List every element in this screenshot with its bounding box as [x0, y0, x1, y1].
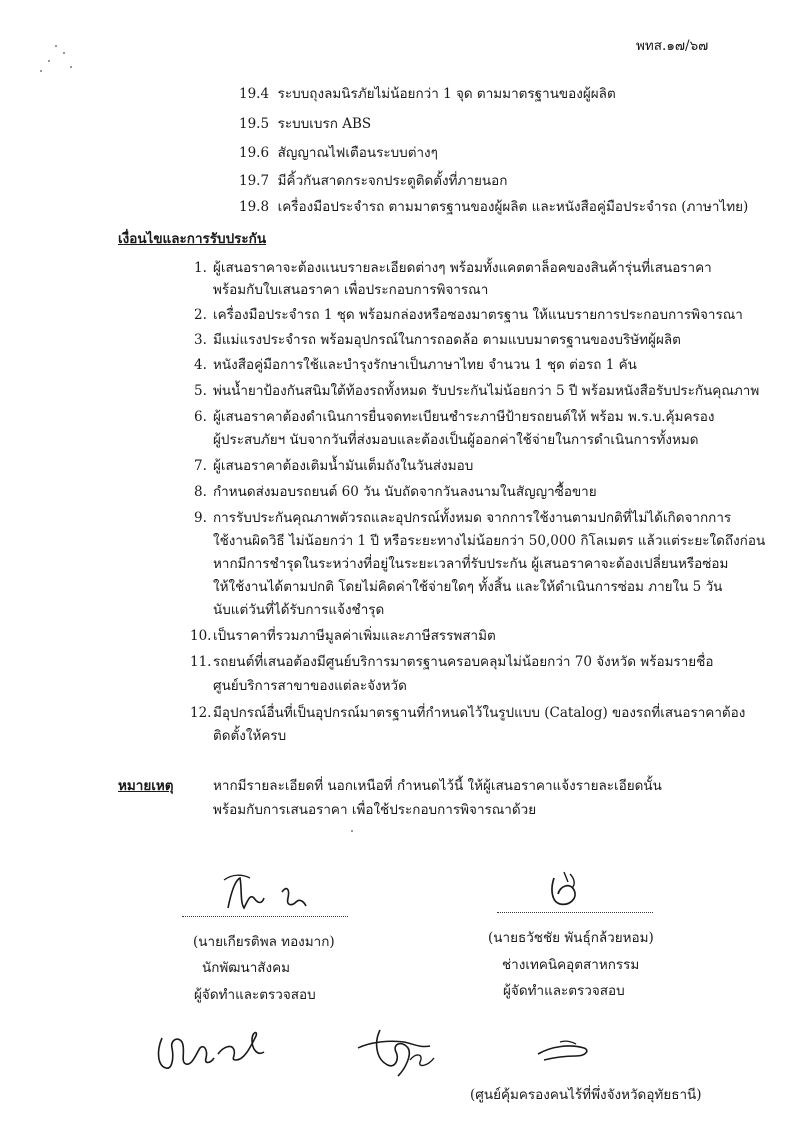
condition-line: เครื่องมือประจำรถ 1 ชุด พร้อมกล่องหรือซองมาตรฐาน ให้แนบรายการประกอบการพิจารณา	[213, 307, 743, 323]
condition-line: ให้ใช้งานได้ตามปกติ โดยไม่คิดค่าใช้จ่ายใดๆ ทั้งสิ้น และให้ดำเนินการซ่อม ภายใน 5 วัน	[213, 579, 723, 595]
scan-speck	[40, 70, 42, 72]
condition-line: มีแม่แรงประจำรถ พร้อมอุปกรณ์ในการถอดล้อ ตามแบบมาตรฐานของบริษัทผู้ผลิต	[213, 332, 681, 348]
scan-speck	[48, 60, 50, 62]
condition-line: ผู้เสนอราคาต้องเติมน้ำมันเต็มถังในวันส่งมอบ	[213, 458, 474, 474]
condition-number: 9.	[194, 510, 207, 526]
condition-number: 10.	[190, 628, 212, 644]
spec-item: 19.4 ระบบถุงลมนิรภัยไม่น้อยกว่า 1 จุด ตามมาตรฐานของผู้ผลิต	[239, 86, 616, 102]
conditions-heading: เงื่อนไขและการรับประกัน	[118, 231, 267, 247]
condition-line: หนังสือคู่มือการใช้และบำรุงรักษาเป็นภาษาไทย จำนวน 1 ชุด ต่อรถ 1 คัน	[213, 357, 637, 373]
condition-line: ผู้ประสบภัยฯ นับจากวันที่ส่งมอบและต้องเป็นผู้ออกค่าใช้จ่ายในการดำเนินการทั้งหมด	[213, 432, 699, 448]
signature-line	[497, 912, 653, 913]
condition-line: มีอุปกรณ์อื่นที่เป็นอุปกรณ์มาตรฐานที่กำหนดไว้ในรูปแบบ (Catalog) ของรถที่เสนอราคาต้อง	[213, 705, 746, 721]
condition-number: 12.	[190, 705, 212, 721]
condition-line: ติดตั้งให้ครบ	[213, 728, 287, 744]
scan-speck	[63, 52, 65, 54]
signatory-role: ผู้จัดทำและตรวจสอบ	[194, 987, 316, 1003]
spec-item: 19.7 มีคิ้วกันสาดกระจกประตูติดตั้งที่ภายนอก	[239, 173, 508, 189]
condition-line: ศูนย์บริการสาขาของแต่ละจังหวัด	[213, 678, 407, 694]
organization-name: (ศูนย์คุ้มครองคนไร้ที่พึ่งจังหวัดอุทัยธานี)	[470, 1087, 702, 1103]
signature-right	[540, 868, 590, 914]
condition-number: 8.	[194, 484, 207, 500]
condition-number: 3.	[194, 332, 207, 348]
condition-line: ผู้เสนอราคาต้องดำเนินการยื่นจดทะเบียนชำระภาษีป้ายรถยนต์ให้ พร้อม พ.ร.บ.คุ้มครอง	[213, 409, 715, 425]
spec-item: 19.5 ระบบเบรก ABS	[239, 116, 372, 132]
condition-number: 4.	[194, 357, 207, 373]
signature-bottom-left	[152, 1018, 282, 1078]
condition-line: นับแต่วันที่ได้รับการแจ้งชำรุด	[213, 602, 385, 618]
signature-line	[182, 916, 348, 917]
signature-bottom-middle	[350, 1022, 440, 1082]
spec-item: 19.8 เครื่องมือประจำรถ ตามมาตรฐานของผู้ผลิต และหนังสือคู่มือประจำรถ (ภาษาไทย)	[239, 199, 749, 215]
condition-line: การรับประกันคุณภาพตัวรถและอุปกรณ์ทั้งหมด จากการใช้งานตามปกติที่ไม่ได้เกิดจากการ	[213, 510, 732, 526]
signatory-position: นักพัฒนาสังคม	[202, 960, 291, 976]
condition-number: 6.	[194, 409, 207, 425]
condition-number: 7.	[194, 458, 207, 474]
condition-line: เป็นราคาที่รวมภาษีมูลค่าเพิ่มและภาษีสรรพสามิต	[213, 628, 496, 644]
spec-item: 19.6 สัญญาณไฟเตือนระบบต่างๆ	[239, 145, 438, 161]
scan-speck	[70, 66, 72, 68]
note-label: หมายเหตุ	[118, 778, 174, 794]
signatory-role: ผู้จัดทำและตรวจสอบ	[503, 983, 625, 999]
condition-line: พ่นน้ำยาป้องกันสนิมใต้ท้องรถทั้งหมด รับประกันไม่น้อยกว่า 5 ปี พร้อมหนังสือรับประกันคุณภาพ	[213, 383, 760, 399]
signatory-name: (นายเกียรติพล ทองมาก)	[193, 934, 335, 950]
condition-line: รถยนต์ที่เสนอต้องมีศูนย์บริการมาตรฐานครอบคลุมไม่น้อยกว่า 70 จังหวัด พร้อมรายชื่อ	[213, 654, 714, 670]
condition-line: หากมีการชำรุดในระหว่างที่อยู่ในระยะเวลาที่รับประกัน ผู้เสนอราคาจะต้องเปลี่ยนหรือซ่อม	[213, 556, 729, 572]
condition-number: 5.	[194, 383, 207, 399]
condition-line: ใช้งานผิดวิธี ไม่น้อยกว่า 1 ปี หรือระยะทางไม่น้อยกว่า 50,000 กิโลเมตร แล้วแต่ระยะใดถึงก่อน	[213, 533, 766, 549]
note-line: พร้อมกับการเสนอราคา เพื่อใช้ประกอบการพิจารณาด้วย	[213, 802, 537, 818]
signature-left	[220, 868, 330, 916]
scan-speck	[351, 830, 353, 832]
condition-line: กำหนดส่งมอบรถยนต์ 60 วัน นับถัดจากวันลงนามในสัญญาซื้อขาย	[213, 484, 597, 500]
condition-number: 1.	[194, 260, 207, 276]
condition-line: ผู้เสนอราคาจะต้องแนบรายละเอียดต่างๆ พร้อมทั้งแคตตาล็อคของสินค้ารุ่นที่เสนอราคา	[213, 260, 712, 276]
document-code: พทส.๑๗/๖๗	[636, 38, 709, 54]
scan-speck	[55, 45, 57, 47]
signatory-position: ช่างเทคนิคอุตสาหกรรม	[502, 957, 640, 973]
signature-bottom-right	[532, 1036, 602, 1066]
condition-number: 11.	[190, 654, 212, 670]
condition-line: พร้อมกับใบเสนอราคา เพื่อประกอบการพิจารณา	[213, 282, 489, 298]
condition-number: 2.	[194, 307, 207, 323]
note-line: หากมีรายละเอียดที่ นอกเหนือที่ กำหนดไว้นี้ ให้ผู้เสนอราคาแจ้งรายละเอียดนั้น	[213, 778, 662, 794]
signatory-name: (นายธวัชชัย พันธุ์กล้วยหอม)	[488, 930, 654, 946]
